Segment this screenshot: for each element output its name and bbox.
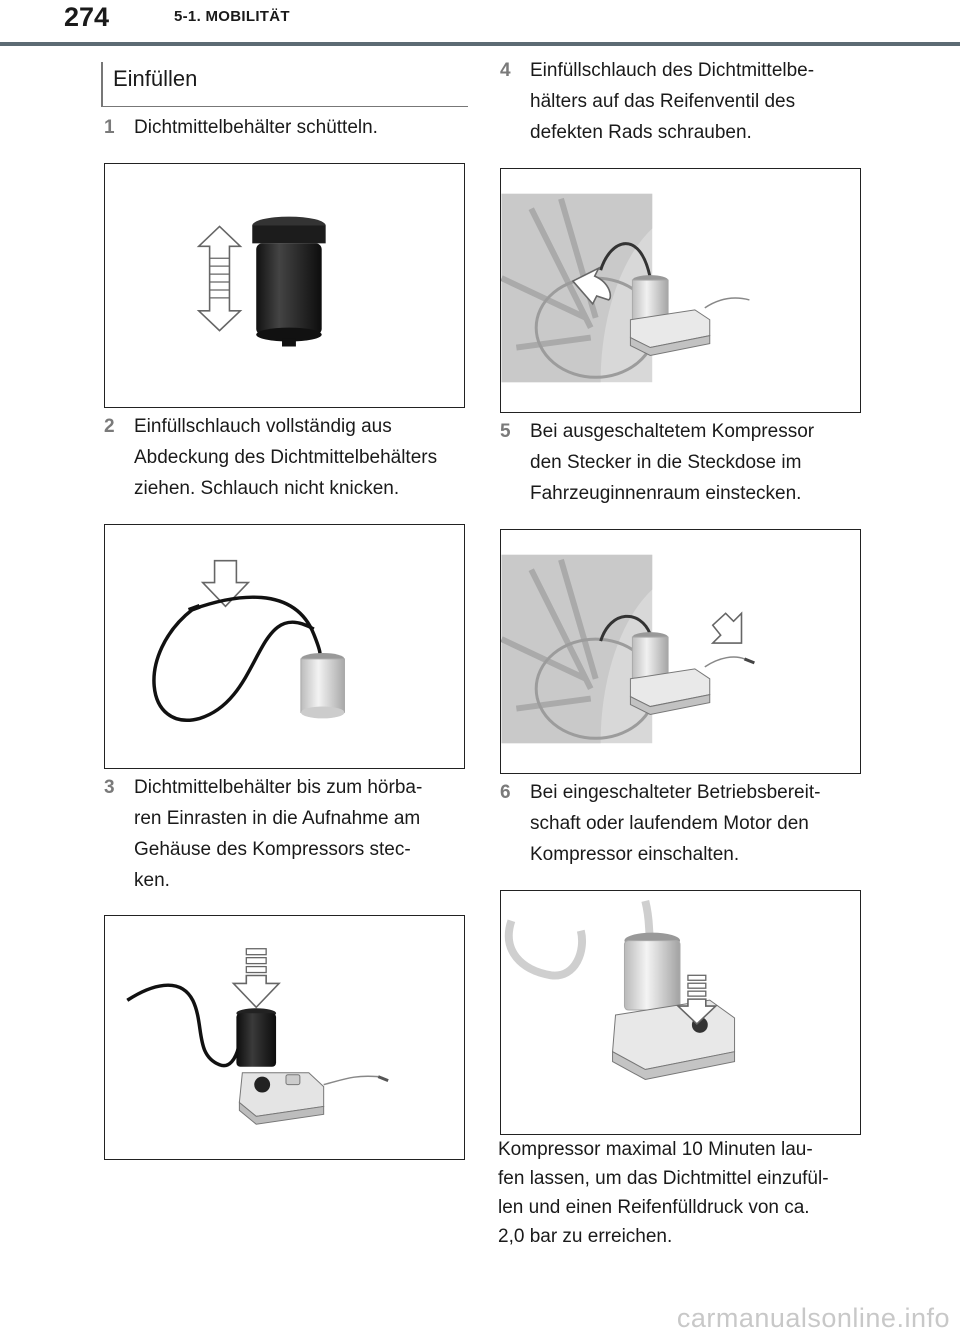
wheel-valve-illustration (501, 169, 860, 412)
sealant-bottle-illustration (105, 164, 464, 407)
plug-socket-illustration (501, 530, 860, 773)
step-text: Einfüllschlauch vollständig aus Abdeckung des Dichtmittelbehälters ziehen. Schlauch nicht knicken. (134, 416, 438, 499)
hose-illustration (105, 525, 464, 768)
header-divider (0, 42, 960, 46)
figure-plug-in (500, 529, 861, 774)
bottle-compressor-illustration (105, 916, 464, 1159)
step-text: Einfüllschlauch des Dichtmittelbe- hälters auf das Reifenventil des defekten Rads schrauben. (530, 60, 815, 143)
step-6 (500, 777, 870, 870)
step-text: Bei eingeschalteter Betriebsbereit- schaft oder laufendem Motor den Kompressor einschalten. (530, 782, 821, 865)
step-number: 3 (104, 777, 115, 798)
step-number: 2 (104, 416, 115, 437)
figure-shake-bottle (104, 163, 465, 408)
page-number: 274 (64, 2, 110, 32)
compressor-switch-illustration (501, 891, 860, 1134)
step-2 (104, 411, 474, 504)
watermark: carmanualsonline.info (676, 1303, 950, 1333)
step-number: 1 (104, 117, 115, 138)
section-title: 5-1. MOBILITÄT (174, 8, 290, 25)
step-text: Bei ausgeschaltetem Kompressor den Stecker in die Steckdose im Fahrzeuginnenraum einstecken. (530, 421, 815, 504)
figure-hose-to-valve (500, 168, 861, 413)
step-text: Dichtmittelbehälter bis zum hörba- ren Einrasten in die Aufnahme am Gehäuse des Kompressors stec- ken. (134, 777, 423, 891)
step-number: 4 (500, 60, 511, 81)
step-3 (104, 772, 474, 896)
step-number: 6 (500, 782, 511, 803)
step-1 (104, 112, 474, 143)
figure-switch-on (500, 890, 861, 1135)
step-number: 5 (500, 421, 511, 442)
subsection-heading (101, 62, 468, 107)
step-5 (500, 416, 870, 509)
step-4 (500, 55, 870, 148)
final-note: Kompressor maximal 10 Minuten lau- fen lassen, um das Dichtmittel einzufül- len und einen Reifenfülldruck von ca. 2,0 bar zu erreichen. (498, 1139, 829, 1247)
subsection-title: Einfüllen (113, 66, 198, 91)
figure-attach-bottle (104, 915, 465, 1160)
figure-pull-hose (104, 524, 465, 769)
step-text: Dichtmittelbehälter schütteln. (134, 117, 378, 138)
